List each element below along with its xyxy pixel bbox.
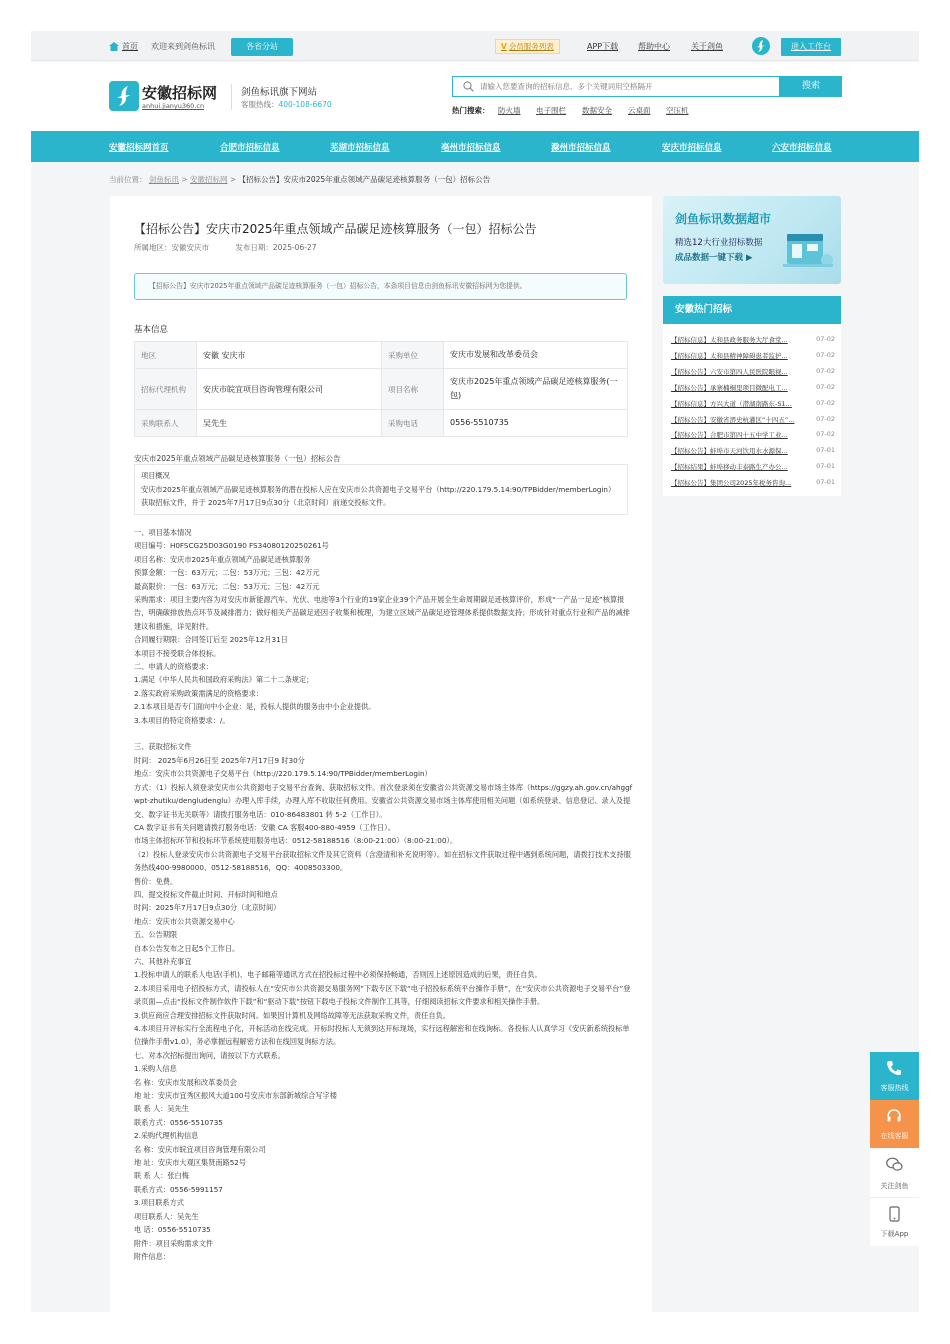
hotline-float-button[interactable]	[870, 1052, 919, 1100]
hot-tender-item[interactable]	[671, 446, 835, 459]
body-paragraph	[134, 727, 634, 740]
nav-item-bozhou[interactable]: 亳州市招标信息	[441, 143, 501, 153]
body-paragraph: 预算金额：一包：63万元；二包：53万元；三包：42万元	[134, 568, 320, 578]
overview-text: 安庆市2025年重点领域产品碳足迹核算服务的潜在投标人应在安庆市公共资源电子交易平台（http://220.179.5.14:90/TPBidder/memberLogin）获取招标文件，并于 2025年7月17日9点30分（北京时间）前递交投标文件。	[141, 484, 616, 507]
home-icon	[109, 42, 119, 51]
hot-tender-date: 07-02	[816, 350, 835, 359]
hot-tender-date: 07-02	[816, 335, 835, 343]
body-paragraph: 地点：安庆市公共资源电子交易平台（http://220.179.5.14:90/TPBidder/memberLogin）	[134, 769, 432, 779]
body-paragraph: 附件信息：	[134, 1251, 170, 1261]
hot-search-word[interactable]: 云桌面	[628, 106, 651, 115]
hot-tender-title[interactable]: 【招标信息】太和县政务服务大厅食堂...	[671, 336, 788, 344]
body-paragraph: 1.满足《中华人民共和国政府采购法》第二十二条规定；	[134, 675, 314, 685]
breadcrumb-current: 【招标公告】安庆市2025年重点领域产品碳足迹核算服务（一包）招标公告	[238, 175, 491, 184]
welcome-text: 欢迎来到剑鱼标讯	[151, 42, 215, 51]
body-paragraph: 1.采购人信息	[134, 1064, 177, 1074]
search-box	[452, 76, 780, 97]
nav-item-chuzhou[interactable]: 滁州市招标信息	[551, 143, 611, 153]
breadcrumb-link[interactable]: 剑鱼标讯	[148, 175, 179, 184]
body-paragraph: 2.1本项目是否专门面向中小企业：是，投标人提供的服务由中小企业提供。	[134, 702, 376, 712]
hot-tender-title[interactable]: 【招标公告】集团公司2025年税务咨询...	[671, 479, 792, 488]
about-link[interactable]: 关于剑鱼	[691, 42, 723, 51]
basic-info-heading: 基本信息	[134, 325, 169, 335]
breadcrumb-sep: >	[229, 175, 237, 184]
hot-tender-title[interactable]: 【招标公告】承寨楠桐里项目微配电工...	[671, 383, 788, 392]
info-key: 采购单位	[382, 342, 444, 369]
basic-info-table	[134, 341, 628, 437]
search-button[interactable]: 搜索	[780, 76, 842, 97]
data-market-banner[interactable]	[663, 196, 841, 284]
site-logo-title[interactable]: 安徽招标网	[142, 84, 218, 102]
hot-tender-date: 07-01	[816, 446, 835, 455]
mobile-phone-icon	[889, 1206, 900, 1222]
main-nav	[31, 131, 919, 162]
hot-tender-date: 07-02	[816, 366, 835, 375]
body-paragraph: 采购需求：项目主要内容为对安庆市新能源汽车、光伏、电池等3个行业的19家企业39个产品开展全生命周期碳足迹核算评价，形成“一产品一足迹”核算报告，明确碳排放热点环节及减排潜力；做好相关产品碳足迹因子收集和梳理，为建立区域产品碳足迹管理体系提供数据支持；形成针对重点行业和产品的减排建议和措施，详见附件。	[134, 595, 630, 631]
announcement-body	[134, 526, 634, 1263]
hot-tender-title[interactable]: 【招标信息】方兴大道（潜湖南路东-S1...	[671, 399, 792, 408]
body-paragraph: 本项目不接受联合体投标。	[134, 648, 221, 658]
body-paragraph: 2.本项目采用电子招投标方式，请投标人在“安庆市公共资源交易服务网”下载专区下载“电子招投标系统平台操作手册”，在“安庆市公共资源电子交易平台”登录页面—点击“投标文件制作软件下载”和“驱动下载”按钮下载电子投标文件制作工具等，仔细阅读招标文件要求和相关操作手册。	[134, 983, 631, 1007]
hot-search-word[interactable]: 防火墙	[498, 106, 521, 115]
hot-tender-title[interactable]: 【招标公告】六安市第四人民医院眼视...	[671, 367, 788, 376]
jianyu-logo-icon[interactable]	[752, 37, 770, 55]
online-service-float-button[interactable]	[870, 1100, 919, 1148]
body-paragraph: 2.落实政府采购政策需满足的资格要求：	[134, 688, 264, 698]
hot-tender-date: 07-01	[816, 478, 835, 487]
info-value: 0556-5510735	[444, 410, 628, 437]
article-title: 【招标公告】安庆市2025年重点领域产品碳足迹核算服务（一包）招标公告	[134, 222, 537, 236]
hotline-label: 客服热线：	[241, 100, 279, 109]
body-paragraph: 3.供应商应合理安排招标文件获取时间。如果因计算机及网络故障等无法获取采购文件，责任自负。	[134, 1010, 450, 1020]
online-service-float-label: 在线客服	[880, 1132, 909, 1140]
table-row	[135, 410, 628, 437]
vip-service-link[interactable]	[495, 39, 560, 54]
app-download-float-button[interactable]	[870, 1198, 919, 1246]
hot-tender-date: 07-02	[816, 398, 835, 407]
hot-tenders-panel	[663, 296, 841, 496]
workbench-button[interactable]: 进入工作台	[781, 38, 841, 56]
body-paragraph: 自本公告发布之日起5个工作日。	[134, 943, 240, 953]
hot-tender-item[interactable]	[671, 351, 835, 364]
site-logo-url[interactable]: anhui.jianyu360.cn	[142, 102, 205, 110]
nav-item-home[interactable]: 安徽招标网首页	[109, 143, 169, 153]
body-paragraph: 七、对本次招标提出询问，请按以下方式联系。	[134, 1050, 285, 1060]
body-paragraph: 3.项目联系方式	[134, 1198, 184, 1208]
nav-item-hefei[interactable]: 合肥市招标信息	[220, 143, 280, 153]
banner-title: 剑鱼标讯数据超市	[675, 212, 772, 226]
body-paragraph: 方式：（1）投标人须登录安庆市公共资源电子交易平台查询、获取招标文件。首次登录须在安徽省公共资源交易市场主体库（https://ggzy.ah.gov.cn/ahggfwpt-zhutiku/dengludenglu）办理入库手续，办理入库不收取任何费用。安徽省公共资源交易市场主体库使用相关问题（如系统登录、信息登记、录入及提交、数字证书无关联等）请拨打服务电话：010-86483801 转 5-2（工作日）。	[134, 782, 633, 819]
header-divider	[231, 84, 232, 110]
hot-tenders-title: 安徽热门招标	[663, 296, 841, 324]
info-value: 安庆市皖宜项目咨询管理有限公司	[197, 369, 382, 410]
article-meta	[134, 242, 340, 253]
help-center-link[interactable]: 帮助中心	[638, 42, 670, 51]
body-paragraph: 1.投标申请人的联系人电话(手机)、电子邮箱等通讯方式在招投标过程中必须保持畅通，否则因上述原因造成的后果，责任自负。	[134, 970, 542, 980]
hot-tender-title[interactable]: 【招标公告】蚌埠市天河饮用水水源保...	[671, 447, 788, 456]
phone-icon	[886, 1060, 902, 1076]
hot-tender-item[interactable]	[671, 335, 835, 348]
body-paragraph: 名 称：安庆市发展和改革委员会	[134, 1077, 237, 1087]
body-paragraph: 项目编号：H0FSCG25D03G0190 FS34080120250261号	[134, 541, 329, 551]
body-paragraph: 一、项目基本情况	[134, 528, 192, 537]
hot-tender-item[interactable]	[671, 478, 835, 491]
body-paragraph: 地 址：安庆市宜秀区振风大道100号安庆市东部新城综合写字楼	[134, 1091, 337, 1101]
body-paragraph: 市场主体招标环节和投标环节系统使用服务电话：0512-58188516（8:00-21:00）（8:00-21:00）。	[134, 836, 458, 846]
hot-tender-title[interactable]: 【招标公告】安徽省淠史杭灌区“十四五”...	[671, 415, 795, 424]
table-row	[135, 369, 628, 410]
article-region: 所属地区：安徽安庆市	[134, 243, 209, 252]
body-paragraph: 附件：项目采购需求文件	[134, 1238, 214, 1248]
nav-item-wuhu[interactable]: 芜湖市招标信息	[330, 143, 390, 153]
banner-line: 精选12大行业招标数据	[675, 238, 763, 248]
page-frame	[31, 31, 919, 1312]
body-paragraph: 三、获取招标文件	[134, 742, 192, 752]
hotline-info	[241, 99, 332, 110]
info-key: 地区	[135, 342, 197, 369]
hot-tender-date: 07-01	[816, 462, 835, 471]
site-logo-icon[interactable]	[109, 81, 139, 111]
breadcrumb-link[interactable]: 安徽招标网	[189, 175, 228, 184]
hotline-number: 400-108-6670	[278, 100, 332, 109]
app-download-float-label: 下载App	[880, 1230, 909, 1238]
vip-badge-icon: V	[501, 42, 507, 51]
hot-tender-date: 07-02	[816, 414, 835, 423]
source-notice: 【招标公告】安庆市2025年重点领域产品碳足迹核算服务（一包）招标公告，本条项目信息由剑鱼标讯安徽招标网为您提供。	[134, 273, 627, 300]
body-paragraph: 地 址：安庆市大观区集贤南路52号	[134, 1158, 247, 1168]
hot-tender-item[interactable]	[671, 383, 835, 396]
body-paragraph: 二、申请人的资格要求：	[134, 662, 214, 672]
notice-heading: 安庆市2025年重点领域产品碳足迹核算服务（一包）招标公告	[134, 454, 341, 463]
breadcrumb-sep: >	[181, 175, 188, 184]
body-paragraph: 联系方式：0556-5991157	[134, 1184, 223, 1194]
body-paragraph: 联 系 人：张白梅	[134, 1171, 189, 1181]
hot-search-label: 热门搜索：	[452, 106, 490, 115]
hot-tender-date: 07-02	[816, 382, 835, 391]
app-download-link[interactable]: APP下载	[587, 42, 619, 51]
hot-tender-title[interactable]: 【招标结果】蚌埠移动丰泰路生产办公...	[671, 463, 788, 472]
project-overview-box	[134, 464, 628, 515]
body-paragraph: 五、公告期限	[134, 930, 178, 940]
body-paragraph: 时间：2025年7月17日9点30分（北京时间）	[134, 903, 281, 913]
info-key: 采购联系人	[135, 410, 197, 437]
table-row	[135, 342, 628, 369]
site-subtitle: 剑鱼标讯旗下网站	[241, 87, 318, 98]
hot-search-word[interactable]: 数据安全	[582, 106, 612, 115]
body-paragraph: 最高限价：一包：63万元；二包：53万元；三包：42万元	[134, 581, 320, 591]
hot-tender-item[interactable]	[671, 430, 835, 443]
hot-tender-item[interactable]	[671, 415, 835, 428]
search-icon	[463, 81, 474, 92]
body-paragraph: 地点：安庆市公共资源交易中心	[134, 916, 235, 926]
nav-item-anqing[interactable]: 安庆市招标信息	[662, 143, 722, 153]
body-paragraph: （2）投标人登录安庆市公共资源电子交易平台获取招标文件及其它资料（含澄清和补充说明等）。如在招标文件获取过程中遇到系统问题，请拨打技术支持服务热线400-9980000、0512-58188516，QQ：4008503300。	[134, 849, 631, 873]
follow-float-label: 关注剑鱼	[880, 1182, 909, 1190]
info-key: 项目名称	[382, 369, 444, 410]
site-header	[31, 62, 919, 131]
hot-search-word[interactable]: 电子围栏	[536, 106, 566, 115]
body-paragraph: 项目名称：安庆市2025年重点领域产品碳足迹核算服务	[134, 554, 311, 564]
hot-tender-item[interactable]	[671, 399, 835, 412]
body-paragraph: 联系方式：0556-5510735	[134, 1117, 223, 1127]
branch-sites-button[interactable]: 各省分站	[231, 38, 293, 56]
hot-tender-title[interactable]: 【招标信息】太和县精神障碍患者监护...	[671, 351, 788, 360]
vip-service-label: 会员服务列表	[508, 42, 554, 51]
banner-line: 成品数据一键下载 ▶	[675, 253, 753, 263]
body-paragraph: 4.本项目开评标实行全流程电子化，开标活动在线完成。开标时投标人无须到达开标现场，实行远程解密和在线询标。各投标人认真学习《安庆新系统投标单位操作手册v1.0》，务必掌握远程解密方法和在线回复询标方法。	[134, 1024, 630, 1047]
info-key: 招标代理机构	[135, 369, 197, 410]
nav-item-luan[interactable]: 六安市招标信息	[772, 143, 832, 153]
breadcrumb-label: 当前位置：	[109, 175, 147, 184]
hot-tender-date: 07-02	[816, 430, 835, 439]
body-paragraph: 3.本项目的特定资格要求：/。	[134, 715, 230, 725]
home-link[interactable]	[109, 41, 138, 52]
hot-tender-title[interactable]: 【招标公告】合肥市第四十五中学工业...	[671, 431, 788, 440]
breadcrumb	[109, 174, 490, 185]
body-paragraph: 名 称：安庆市皖宜项目咨询管理有限公司	[134, 1144, 266, 1154]
data-store-illustration-icon	[781, 224, 835, 272]
wechat-icon	[886, 1157, 903, 1172]
body-paragraph: 六、其他补充事宜	[134, 956, 192, 966]
info-value: 安徽 安庆市	[197, 342, 382, 369]
headset-icon	[886, 1108, 902, 1124]
search-input[interactable]	[480, 78, 770, 95]
hot-tender-item[interactable]	[671, 367, 835, 380]
body-paragraph: 电 话：0556-5510735	[134, 1225, 211, 1235]
home-label: 首页	[122, 42, 138, 51]
body-paragraph: 合同履行期限：合同签订后至 2025年12月31日	[134, 635, 288, 645]
body-paragraph: CA 数字证书有关问题请拨打服务电话：安徽 CA 客服400-880-4959（工作日）。	[134, 822, 395, 832]
body-paragraph: 四、提交投标文件截止时间、开标时间和地点	[134, 889, 278, 899]
info-value: 安庆市2025年重点领域产品碳足迹核算服务(一包)	[444, 369, 628, 410]
body-paragraph: 2.采购代理机构信息	[134, 1131, 199, 1141]
info-key: 采购电话	[382, 410, 444, 437]
body-paragraph: 项目联系人：吴先生	[134, 1211, 199, 1221]
body-paragraph: 时间： 2025年6月26日至 2025年7月17日9 时30分	[134, 755, 305, 765]
top-utility-bar	[31, 31, 919, 61]
follow-float-button[interactable]	[870, 1148, 919, 1198]
overview-title: 项目概况	[141, 471, 170, 480]
info-value: 安庆市发展和改革委员会	[444, 342, 628, 369]
hot-tender-item[interactable]	[671, 462, 835, 475]
hotline-float-label: 客服热线	[880, 1084, 909, 1092]
body-paragraph: 售价：免费。	[134, 876, 178, 886]
hot-search-word[interactable]: 空压机	[666, 106, 689, 115]
body-paragraph: 联 系 人：吴先生	[134, 1104, 189, 1114]
article-date: 发布日期：2025-06-27	[235, 243, 317, 252]
article-panel	[110, 196, 652, 1312]
info-value: 吴先生	[197, 410, 382, 437]
